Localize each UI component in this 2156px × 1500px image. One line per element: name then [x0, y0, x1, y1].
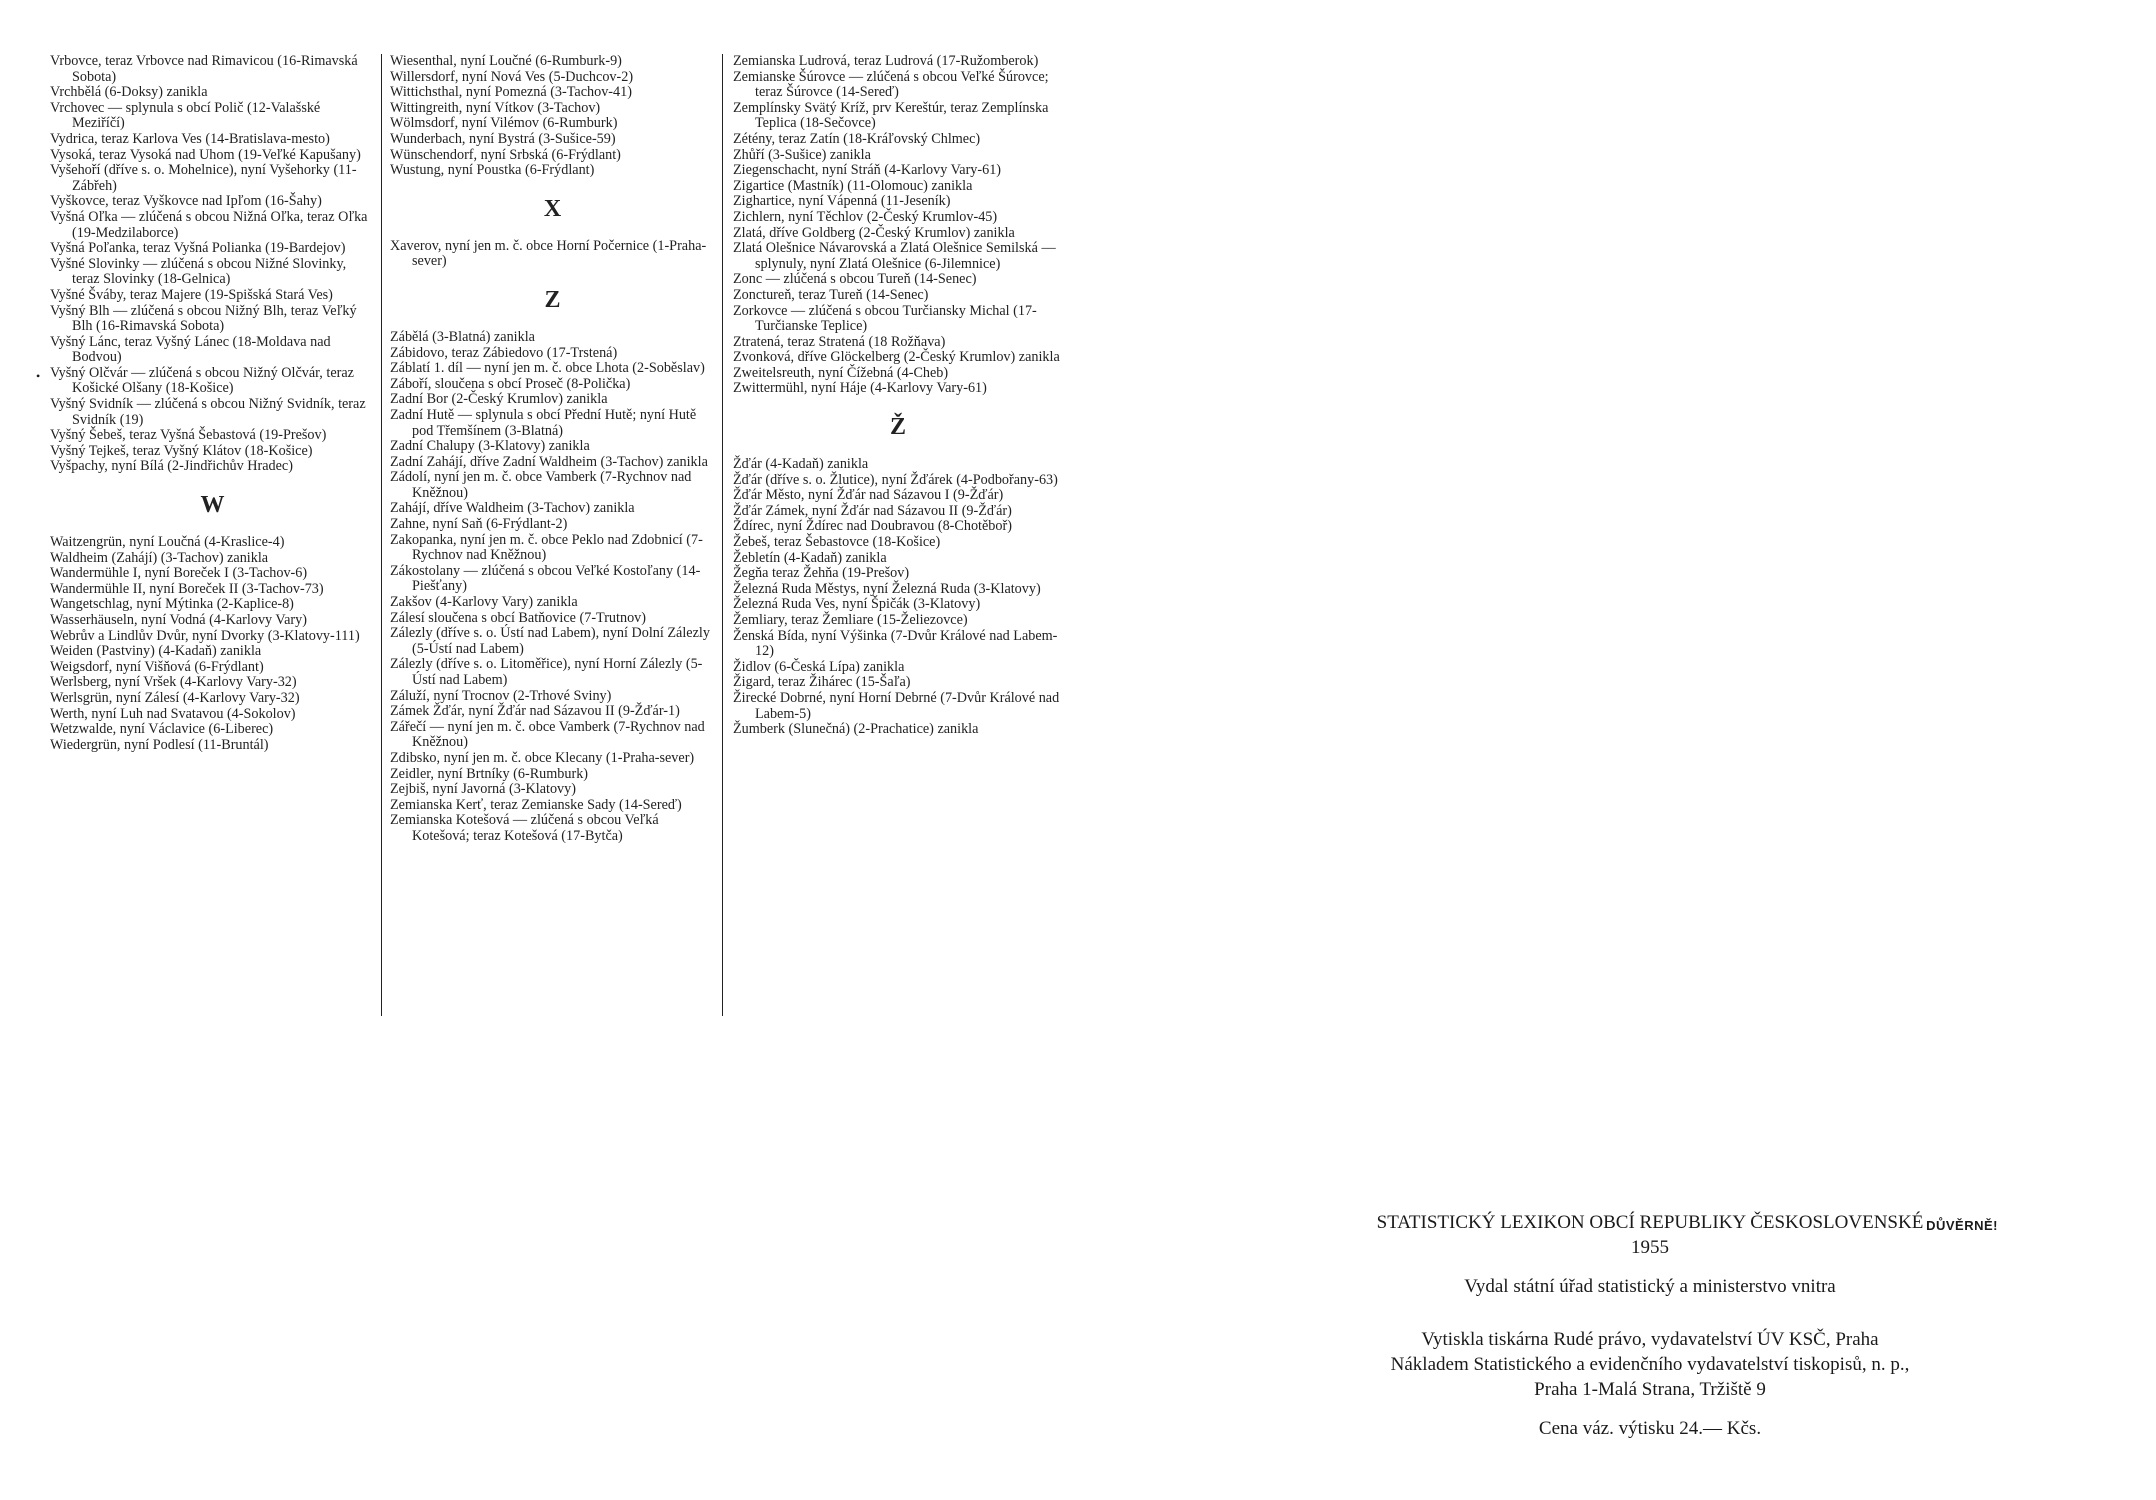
publication-year: 1955	[1631, 1237, 1669, 1258]
index-entry: Vyšné Šváby, teraz Majere (19-Spišská Stará Ves)	[50, 286, 333, 303]
index-entry: Werth, nyní Luh nad Svatavou (4-Sokolov)	[50, 705, 296, 722]
index-entry: Wasserhäuseln, nyní Vodná (4-Karlovy Vary)	[50, 612, 307, 628]
index-entry: Vyšná Oľka — zlúčená s obcou Nižná Oľka, teraz Oľka (19-Medzilaborce)	[50, 208, 368, 241]
index-entry: Weigsdorf, nyní Višňová (6-Frýdlant)	[50, 658, 264, 675]
index-entry: Žigard, teraz Žihárec (15-Šaľa)	[733, 674, 911, 691]
index-entry: Vyšný Tejkeš, teraz Vyšný Klátov (18-Košice)	[50, 442, 313, 459]
index-column-3	[733, 54, 1063, 738]
index-entry: Wittichsthal, nyní Pomezná (3-Tachov-41)	[390, 84, 632, 101]
index-entry: Wetzwalde, nyní Václavice (6-Liberec)	[50, 721, 274, 738]
confidential-stamp: DŮVĚRNĚ!	[1926, 1218, 1998, 1233]
index-entry: Záluží, nyní Trocnov (2-Trhové Sviny)	[390, 687, 612, 704]
index-entry: Ženská Bída, nyní Výšinka (7-Dvůr Králové nad Labem-12)	[733, 627, 1058, 660]
index-entry: Zákostolany — zlúčená s obcou Veľké Kostoľany (14-Piešťany)	[390, 562, 701, 595]
index-entry: Vyšný Blh — zlúčená s obcou Nižný Blh, teraz Veľký Blh (16-Rimavská Sobota)	[50, 302, 357, 335]
index-entry: Wiesenthal, nyní Loučné (6-Rumburk-9)	[390, 53, 622, 69]
index-entry: Zlatá Olešnice Návarovská a Zlatá Olešnice Semilská — splynuly, nyní Zlatá Olešnice (6-Jilemnice)	[733, 240, 1056, 272]
index-entry: Železná Ruda Městys, nyní Železná Ruda (3-Klatovy)	[733, 580, 1041, 597]
index-entry: Zemplínsky Svätý Kríž, prv Kereštúr, teraz Zemplínska Teplica (18-Sečovce)	[733, 99, 1049, 132]
index-entry: Vyšné Slovinky — zlúčená s obcou Nižné Slovinky, teraz Slovinky (18-Gelnica)	[50, 255, 347, 288]
index-entry: Webrův a Lindlův Dvůr, nyní Dvorky (3-Klatovy-111)	[50, 627, 360, 644]
index-entry: Zvonková, dříve Glöckelberg (2-Český Krumlov) zanikla	[733, 349, 1060, 366]
index-entry: Zádolí, nyní jen m. č. obce Vamberk (7-Rychnov nad Kněžnou)	[390, 469, 692, 501]
index-entry: Zwittermühl, nyní Háje (4-Karlovy Vary-61)	[733, 380, 987, 397]
index-entry: Zálezly (dříve s. o. Ústí nad Labem), nyní Dolní Zálezly (5-Ústí nad Labem)	[390, 625, 710, 657]
margin-bullet-mark: •	[36, 369, 41, 383]
index-column-2	[390, 54, 715, 845]
index-entry: Zdibsko, nyní jen m. č. obce Klecany (1-Praha-sever)	[390, 749, 695, 766]
publisher-line: Vydal státní úřad statistický a ministerstvo vnitra	[1464, 1276, 1836, 1297]
index-entry: Waldheim (Zahájí) (3-Tachov) zanikla	[50, 549, 269, 566]
index-entry: Vyšpachy, nyní Bílá (2-Jindřichův Hradec)	[50, 458, 293, 475]
index-entry: Vyšná Poľanka, teraz Vyšná Polianka (19-Bardejov)	[50, 240, 346, 257]
index-entry: Vysoká, teraz Vysoká nad Uhom (19-Veľké Kapušany)	[50, 146, 361, 163]
index-entry: Zálesí sloučena s obcí Batňovice (7-Trutnov)	[390, 609, 646, 626]
index-entry: Vrbovce, teraz Vrbovce nad Rimavicou (16-Rimavská Sobota)	[50, 53, 358, 85]
index-entry: Žegňa teraz Žehňa (19-Prešov)	[733, 565, 910, 582]
index-entry: Zábidovo, teraz Zábiedovo (17-Trstená)	[390, 344, 618, 361]
expense-line: Nákladem Statistického a evidenčního vydavatelství tiskopisů, n. p.,	[1390, 1354, 1910, 1375]
index-entry: Wandermühle II, nyní Boreček II (3-Tachov-73)	[50, 580, 324, 597]
index-entry: Zahájí, dříve Waldheim (3-Tachov) zanikla	[390, 500, 635, 517]
index-entry: Zonc — zlúčená s obcou Tureň (14-Senec)	[733, 271, 977, 288]
index-entry: Zářečí — nyní jen m. č. obce Vamberk (7-Rychnov nad Kněžnou)	[390, 718, 705, 751]
index-entry: Vydrica, teraz Karlova Ves (14-Bratislava-mesto)	[50, 130, 330, 147]
index-entry: Vyšný Lánc, teraz Vyšný Lánec (18-Moldava nad Bodvou)	[50, 333, 331, 366]
index-entry: Zahne, nyní Saň (6-Frýdlant-2)	[390, 516, 568, 533]
index-entry: Záboří, sloučena s obcí Proseč (8-Polička)	[390, 375, 631, 392]
index-entry: Ziegenschacht, nyní Stráň (4-Karlovy Vary-61)	[733, 162, 1002, 179]
index-entry: Zighartice, nyní Vápenná (11-Jeseník)	[733, 193, 951, 210]
index-entry: Wunderbach, nyní Bystrá (3-Sušice-59)	[390, 130, 616, 147]
index-entry: Zemianske Šúrovce — zlúčená s obcou Veľké Šúrovce; teraz Šúrovce (14-Sereď)	[733, 68, 1049, 101]
index-entry: Ždírec, nyní Ždírec nad Doubravou (8-Chotěboř)	[733, 518, 1012, 535]
index-entry: Zemianska Kerť, teraz Zemianske Sady (14-Sereď)	[390, 796, 682, 813]
index-entry: Žďár (4-Kadaň) zanikla	[733, 456, 869, 473]
column-divider	[722, 54, 723, 1016]
index-entry: Xaverov, nyní jen m. č. obce Horní Počernice (1-Praha-sever)	[390, 237, 707, 270]
index-entry: Wünschendorf, nyní Srbská (6-Frýdlant)	[390, 146, 621, 163]
address-line: Praha 1-Malá Strana, Tržiště 9	[1534, 1379, 1766, 1400]
column-divider	[381, 54, 382, 1016]
index-entry: Wangetschlag, nyní Mýtinka (2-Kaplice-8)	[50, 596, 294, 613]
index-entry: Zhůří (3-Sušice) zanikla	[733, 146, 871, 163]
index-entry: Zweitelsreuth, nyní Čížebná (4-Cheb)	[733, 364, 949, 381]
index-entry: Vrchovec — splynula s obcí Polič (12-Valašské Meziříčí)	[50, 99, 321, 132]
index-entry: Werlsgrün, nyní Zálesí (4-Karlovy Vary-32)	[50, 689, 300, 706]
index-entry: Wandermühle I, nyní Boreček I (3-Tachov-6)	[50, 565, 308, 582]
section-letter-heading: X	[543, 195, 562, 222]
index-entry: Vyšný Svidník — zlúčená s obcou Nižný Svidník, teraz Svidník (19)	[50, 396, 366, 428]
index-entry: Zorkovce — zlúčená s obcou Turčiansky Michal (17-Turčianske Teplice)	[733, 302, 1037, 335]
index-entry: Vyšný Olčvár — zlúčená s obcou Nižný Olčvár, teraz Košické Olšany (18-Košice)	[50, 364, 354, 397]
index-entry: Zábělá (3-Blatná) zanikla	[390, 328, 535, 345]
index-entry: Žemliary, teraz Žemliare (15-Želiezovce)	[733, 612, 968, 628]
imprint-block	[1290, 1210, 2010, 1441]
index-entry: Werlsberg, nyní Vršek (4-Karlovy Vary-32)	[50, 674, 297, 691]
index-entry: Zakopanka, nyní jen m. č. obce Peklo nad Zdobnicí (7-Rychnov nad Kněžnou)	[390, 531, 703, 564]
index-entry: Žumberk (Slunečná) (2-Prachatice) zanikla	[733, 721, 979, 738]
index-entry: Zejbiš, nyní Javorná (3-Klatovy)	[390, 781, 576, 798]
index-entry: Zadní Chalupy (3-Klatovy) zanikla	[390, 438, 590, 455]
index-entry: Zeidler, nyní Brtníky (6-Rumburk)	[390, 765, 589, 782]
index-entry: Žebletín (4-Kadaň) zanikla	[733, 549, 887, 566]
section-letter-heading: W	[200, 492, 225, 519]
index-entry: Zámek Žďár, nyní Žďár nad Sázavou II (9-Žďár-1)	[390, 703, 680, 720]
index-entry: Ztratená, teraz Stratená (18 Rožňava)	[733, 333, 946, 350]
index-entry: Zálezly (dříve s. o. Litoměřice), nyní Horní Zálezly (5-Ústí nad Labem)	[390, 656, 703, 688]
price-line: Cena váz. výtisku 24.— Kčs.	[1538, 1418, 1762, 1439]
index-entry: Žebeš, teraz Šebastovce (18-Košice)	[733, 534, 941, 551]
index-entry: Wittingreith, nyní Vítkov (3-Tachov)	[390, 99, 601, 116]
index-entry: Zonctureň, teraz Tureň (14-Senec)	[733, 286, 929, 303]
index-entry: Zemianska Ludrová, teraz Ludrová (17-Ružomberok)	[733, 53, 1039, 69]
index-entry: Zétény, teraz Zatín (18-Kráľovský Chlmec)	[733, 130, 981, 147]
index-entry: Waitzengrün, nyní Loučná (4-Kraslice-4)	[50, 534, 285, 551]
publication-title: STATISTICKÝ LEXIKON OBCÍ REPUBLIKY ČESKOSLOVENSKÉ	[1376, 1212, 1924, 1233]
index-entry: Železná Ruda Ves, nyní Špičák (3-Klatovy)	[733, 596, 981, 613]
index-entry: Zakšov (4-Karlovy Vary) zanikla	[390, 594, 578, 611]
index-entry: Záblatí 1. díl — nyní jen m. č. obce Lhota (2-Soběslav)	[390, 360, 705, 377]
section-letter-heading: Z	[544, 286, 561, 313]
index-entry: Židlov (6-Česká Lípa) zanikla	[733, 658, 905, 675]
index-entry: Vyškovce, teraz Vyškovce nad Ipľom (16-Šahy)	[50, 193, 322, 210]
index-entry: Žďár Město, nyní Žďár nad Sázavou I (9-Žďár)	[733, 487, 1004, 504]
index-entry: Žďár (dříve s. o. Žlutice), nyní Žďárek (4-Podbořany-63)	[733, 471, 1058, 488]
index-entry: Vyšehoří (dříve s. o. Mohelnice), nyní Vyšehorky (11-Zábřeh)	[50, 162, 357, 194]
index-entry: Vyšný Šebeš, teraz Vyšná Šebastová (19-Prešov)	[50, 427, 327, 444]
index-entry: Wiedergrün, nyní Podlesí (11-Bruntál)	[50, 736, 269, 753]
printer-line: Vytiskla tiskárna Rudé právo, vydavatelství ÚV KSČ, Praha	[1421, 1329, 1879, 1350]
index-entry: Willersdorf, nyní Nová Ves (5-Duchcov-2)	[390, 68, 634, 85]
index-entry: Vrchbělá (6-Doksy) zanikla	[50, 84, 208, 101]
index-entry: Wustung, nyní Poustka (6-Frýdlant)	[390, 162, 595, 179]
index-entry: Žďár Zámek, nyní Žďár nad Sázavou II (9-Žďár)	[733, 502, 1012, 519]
index-entry: Zlatá, dříve Goldberg (2-Český Krumlov) zanikla	[733, 224, 1015, 241]
index-entry: Zadní Hutě — splynula s obcí Přední Hutě; nyní Hutě pod Třemšínem (3-Blatná)	[390, 406, 697, 439]
index-entry: Zigartice (Mastník) (11-Olomouc) zanikla	[733, 177, 973, 194]
index-entry: Zadní Zahájí, dříve Zadní Waldheim (3-Tachov) zanikla	[390, 453, 708, 470]
index-entry: Weiden (Pastviny) (4-Kadaň) zanikla	[50, 643, 262, 660]
index-entry: Wölmsdorf, nyní Vilémov (6-Rumburk)	[390, 115, 618, 132]
index-entry: Zadní Bor (2-Český Krumlov) zanikla	[390, 391, 608, 408]
index-entry: Zemianska Kotešová — zlúčená s obcou Veľká Kotešová; teraz Kotešová (17-Bytča)	[390, 812, 659, 844]
index-entry: Zichlern, nyní Těchlov (2-Český Krumlov-45)	[733, 208, 998, 225]
section-letter-heading: Ž	[889, 414, 906, 441]
index-entry: Žirecké Dobrné, nyní Horní Debrné (7-Dvůr Králové nad Labem-5)	[733, 689, 1060, 722]
index-column-1	[50, 54, 375, 753]
